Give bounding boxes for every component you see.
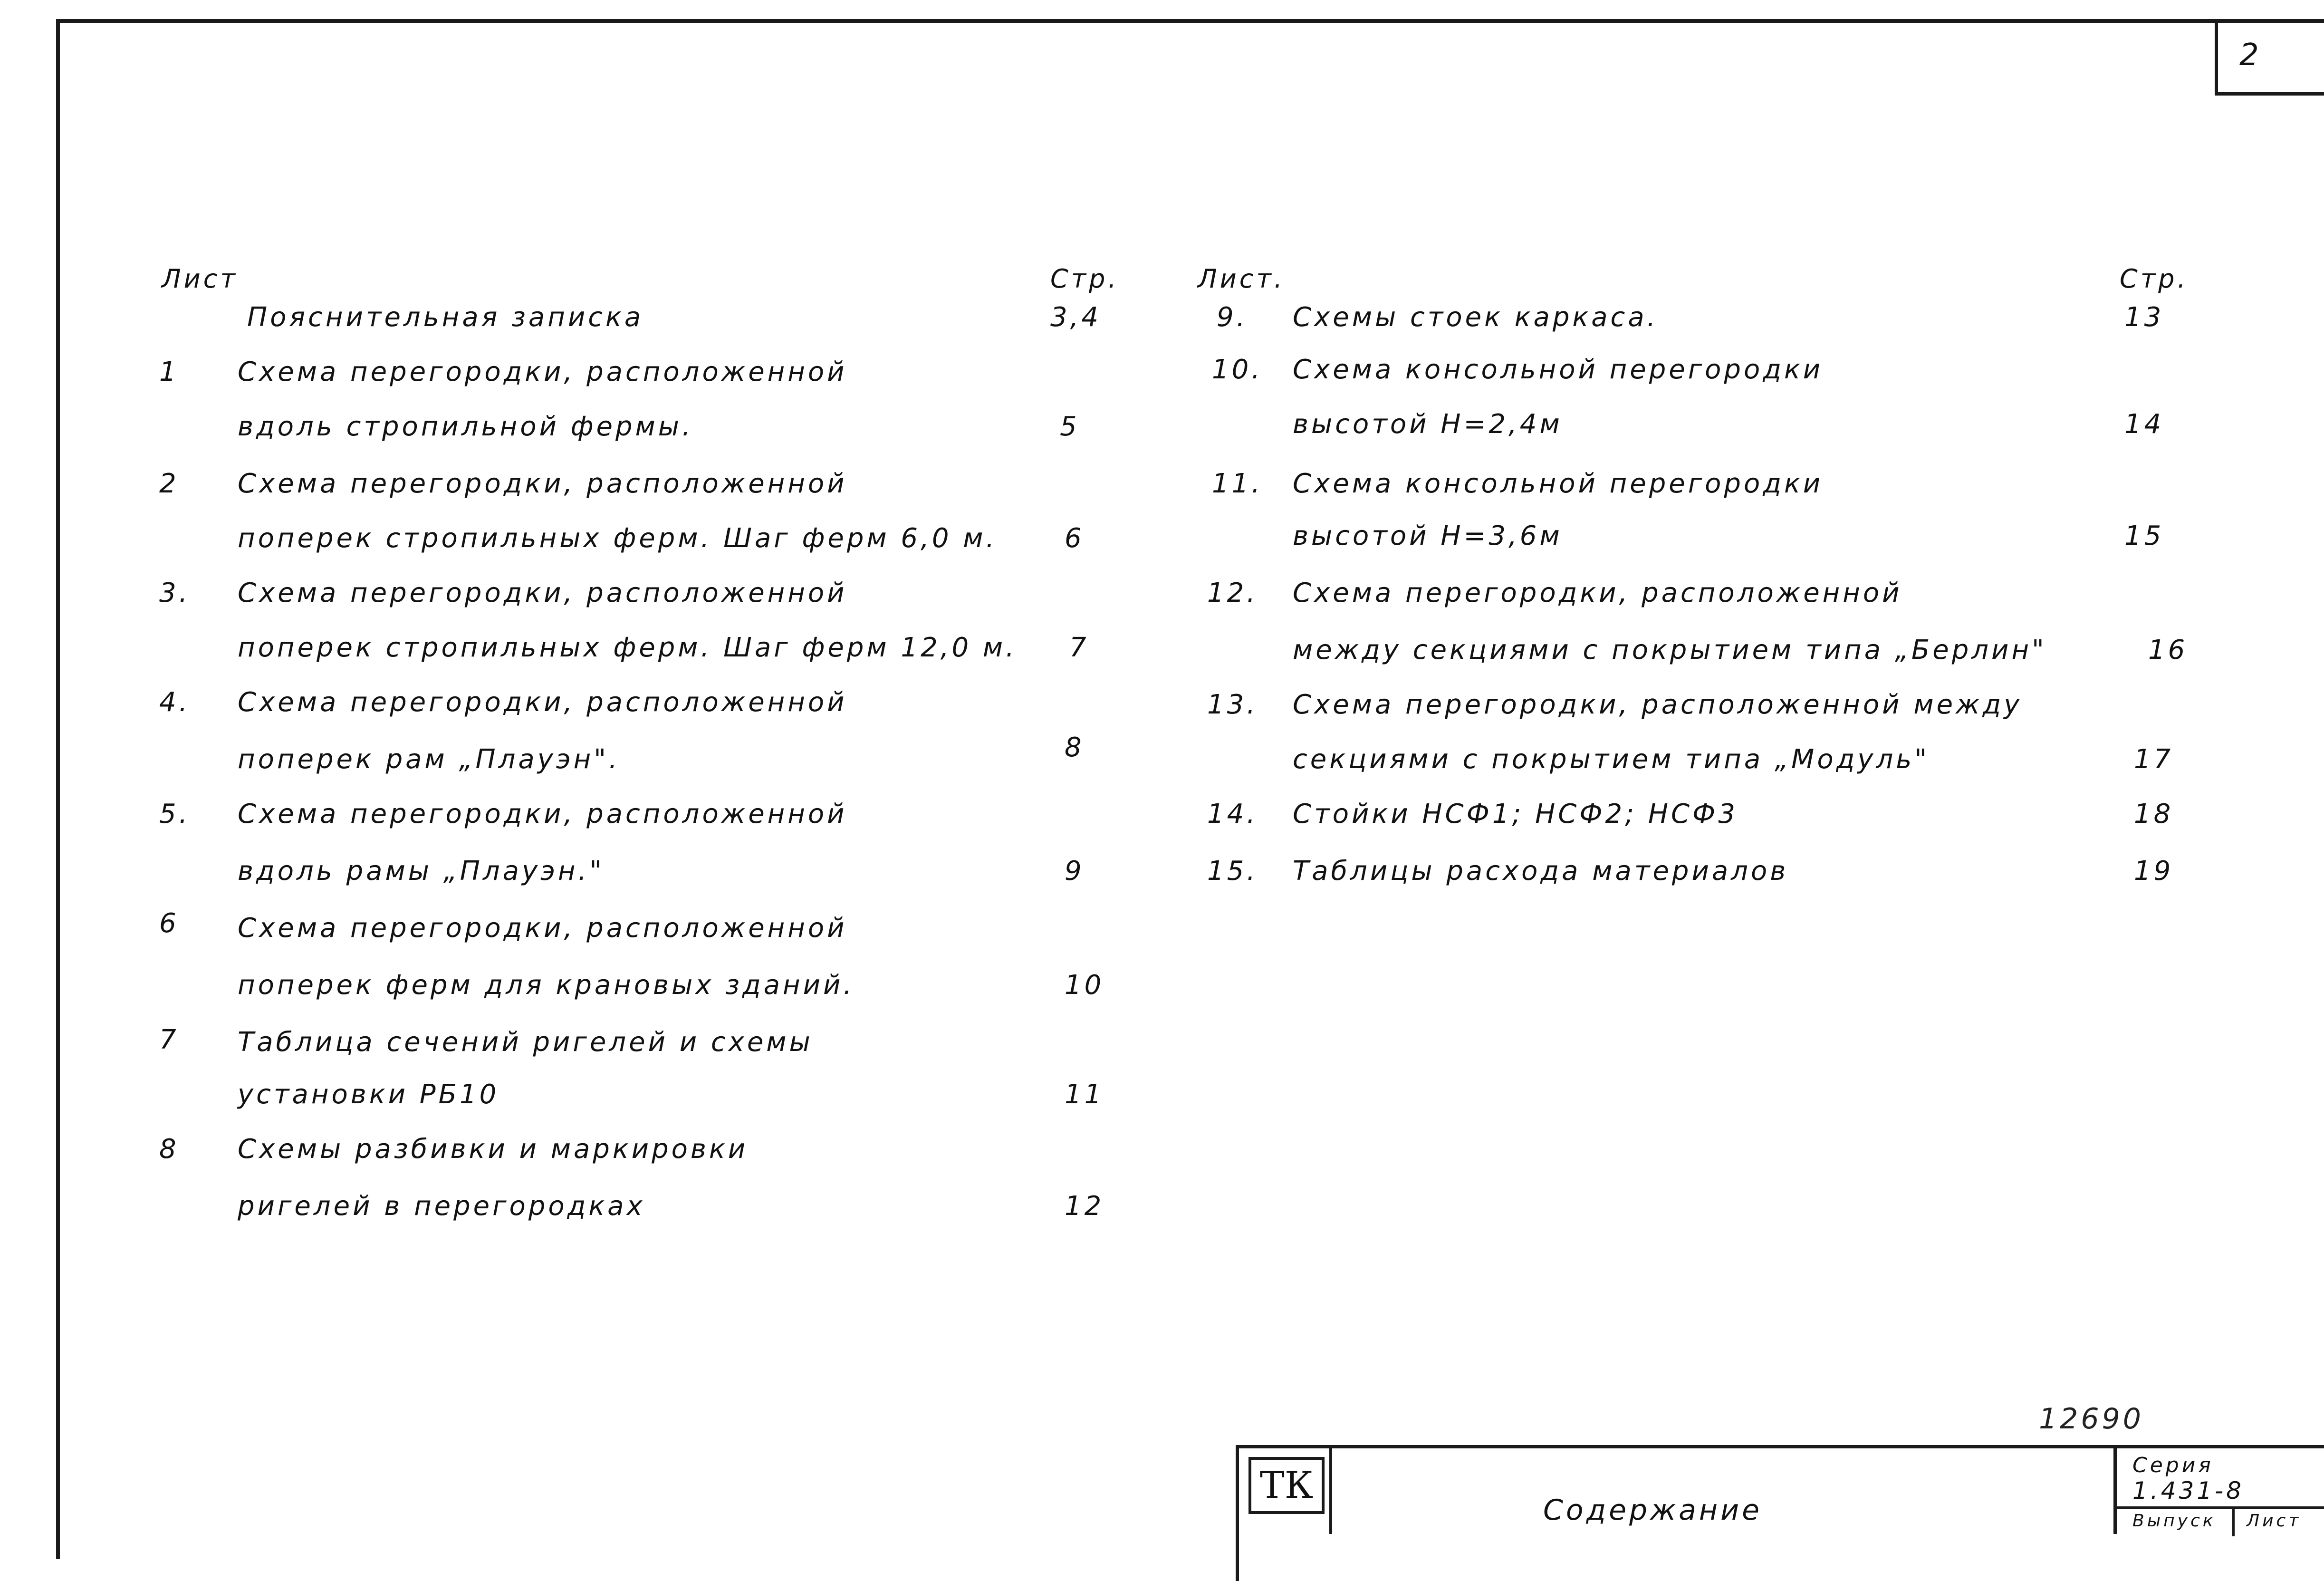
frame-top-border bbox=[58, 19, 2324, 23]
archive-stamp-number: 12690 bbox=[2039, 1402, 2144, 1436]
toc-number: 9. bbox=[1217, 302, 1248, 333]
toc-page: 5 bbox=[1060, 411, 1080, 442]
toc-entry-line: вдоль рамы „Плауэн." bbox=[238, 856, 605, 887]
toc-entry-line: Стойки НСФ1; НСФ2; НСФ3 bbox=[1293, 799, 1738, 829]
right-header-page: Стр. bbox=[2120, 264, 2189, 294]
left-header-page: Стр. bbox=[1050, 264, 1119, 294]
toc-page: 19 bbox=[2134, 856, 2174, 887]
toc-entry-line: Схема перегородки, расположенной bbox=[238, 468, 847, 499]
toc-page: 14 bbox=[2124, 409, 2164, 440]
toc-entry-line: Схема консольной перегородки bbox=[1293, 354, 1824, 385]
toc-number: 1 bbox=[159, 357, 179, 387]
frame-left-border bbox=[56, 19, 60, 1559]
org-logo-box bbox=[1248, 1457, 1325, 1514]
toc-entry-line: Таблица сечений ригелей и схемы bbox=[238, 1027, 813, 1058]
toc-number: 13. bbox=[1207, 689, 1258, 720]
toc-entry-line: поперек стропильных ферм. Шаг ферм 12,0 м. bbox=[238, 632, 1017, 663]
toc-page: 8 bbox=[1065, 732, 1085, 763]
issue-label: Выпуск bbox=[2132, 1511, 2216, 1531]
toc-entry-line: высотой Н=2,4м bbox=[1293, 409, 1563, 440]
toc-entry-line: поперек ферм для крановых зданий. bbox=[238, 970, 855, 1001]
series-label: Серия bbox=[2132, 1453, 2214, 1477]
toc-number: 14. bbox=[1207, 799, 1258, 829]
toc-page: 11 bbox=[1065, 1079, 1104, 1110]
toc-page: 9 bbox=[1065, 856, 1085, 887]
sheet-label: Лист bbox=[2247, 1511, 2302, 1531]
toc-number: 8 bbox=[159, 1134, 179, 1165]
toc-entry-line: вдоль стропильной фермы. bbox=[238, 411, 693, 442]
title-block-divider bbox=[1329, 1448, 1332, 1534]
toc-entry-line: Схемы разбивки и маркировки bbox=[238, 1134, 749, 1165]
toc-entry-line: Схема перегородки, расположенной bbox=[1293, 578, 1902, 608]
toc-number: 15. bbox=[1207, 856, 1258, 887]
toc-number: 4. bbox=[159, 687, 191, 718]
toc-entry-line: секциями с покрытием типа „Модуль" bbox=[1293, 744, 1930, 775]
toc-number: 10. bbox=[1212, 354, 1263, 385]
toc-number: 12. bbox=[1207, 578, 1258, 608]
toc-entry-line: Схема консольной перегородки bbox=[1293, 468, 1824, 499]
series-divider bbox=[2116, 1506, 2324, 1509]
toc-entry-line: Схема перегородки, расположенной bbox=[238, 578, 847, 608]
toc-entry-line: ригелей в перегородках bbox=[238, 1191, 645, 1222]
series-value: 1.431-8 bbox=[2132, 1477, 2244, 1504]
title-block-right-divider bbox=[2113, 1448, 2117, 1534]
toc-number: 5. bbox=[159, 799, 191, 829]
toc-number: 7 bbox=[159, 1024, 179, 1055]
toc-entry-line: высотой Н=3,6м bbox=[1293, 521, 1563, 551]
title-block bbox=[1236, 1445, 2324, 1581]
toc-number: 11. bbox=[1212, 468, 1263, 499]
toc-entry-line: поперек стропильных ферм. Шаг ферм 6,0 м. bbox=[238, 523, 998, 554]
toc-page: 15 bbox=[2124, 521, 2164, 551]
toc-page: 6 bbox=[1065, 523, 1085, 554]
toc-page: 13 bbox=[2124, 302, 2164, 333]
issue-sheet-divider bbox=[2232, 1508, 2235, 1536]
right-header-sheet: Лист. bbox=[1198, 264, 1286, 294]
toc-entry-line: установки РБ10 bbox=[238, 1079, 499, 1110]
org-code: ТК bbox=[1259, 1464, 1314, 1507]
toc-page: 3,4 bbox=[1050, 302, 1102, 333]
page-number-box bbox=[2215, 21, 2324, 96]
toc-entry-line: Схема перегородки, расположенной bbox=[238, 799, 847, 829]
toc-number: 6 bbox=[159, 908, 179, 939]
toc-entry-line: Таблицы расхода материалов bbox=[1293, 856, 1789, 887]
toc-entry-line: Пояснительная записка bbox=[247, 302, 644, 333]
toc-page: 16 bbox=[2148, 635, 2188, 665]
toc-entry-line: Схема перегородки, расположенной bbox=[238, 913, 847, 944]
toc-entry-line: Схема перегородки, расположенной bbox=[238, 357, 847, 387]
document-title: Содержание bbox=[1543, 1494, 1763, 1527]
toc-entry-line: Схема перегородки, расположенной bbox=[238, 687, 847, 718]
toc-page: 10 bbox=[1065, 970, 1104, 1001]
toc-number: 2 bbox=[159, 468, 179, 499]
toc-page: 7 bbox=[1069, 632, 1089, 663]
toc-page: 17 bbox=[2134, 744, 2174, 775]
toc-entry-line: между секциями с покрытием типа „Берлин" bbox=[1293, 635, 2047, 665]
toc-entry-line: Схема перегородки, расположенной между bbox=[1293, 689, 2023, 720]
left-header-sheet: Лист bbox=[162, 264, 238, 294]
page-number: 2 bbox=[2239, 38, 2262, 73]
toc-page: 18 bbox=[2134, 799, 2174, 829]
toc-number: 3. bbox=[159, 578, 191, 608]
toc-entry-line: поперек рам „Плауэн". bbox=[238, 744, 620, 775]
toc-entry-line: Схемы стоек каркаса. bbox=[1293, 302, 1659, 333]
toc-page: 12 bbox=[1065, 1191, 1104, 1222]
